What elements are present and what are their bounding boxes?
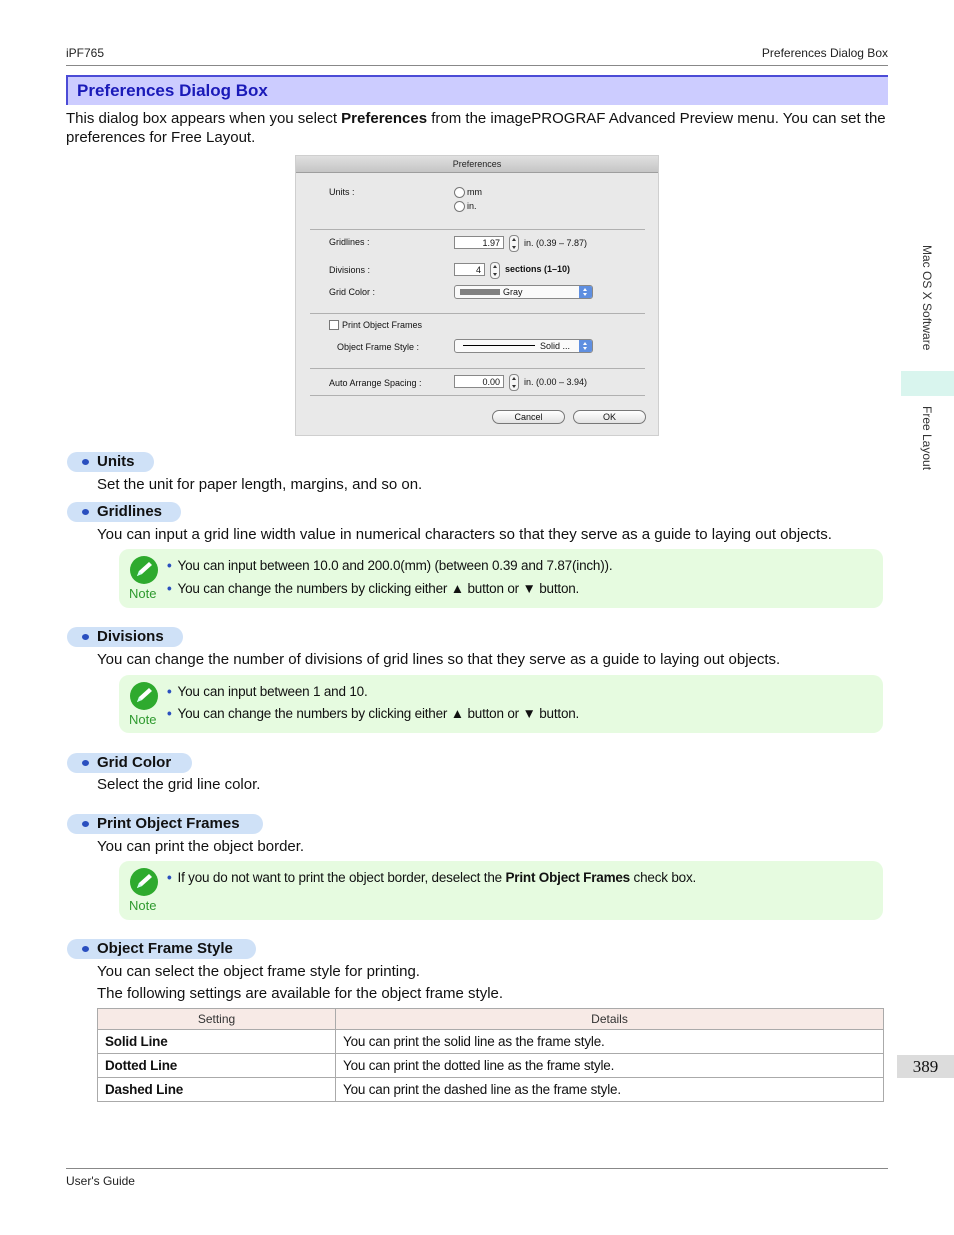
auto-arrange-stepper[interactable]: [509, 374, 519, 391]
note-label: Note: [129, 898, 157, 913]
section-heading-grid-color: [67, 753, 192, 773]
solid-line-sample: [463, 345, 535, 346]
frame-style-table: [97, 1008, 884, 1102]
bullet-icon: [82, 946, 89, 952]
table-header: Details: [336, 1009, 884, 1030]
auto-arrange-label: Auto Arrange Spacing :: [329, 378, 422, 388]
note-item-text: You can input between 10.0 and 200.0(mm) (between 0.39 and 7.87(inch)).: [177, 558, 613, 573]
table-row: [98, 1078, 884, 1102]
divisions-description: You can change the number of divisions of grid lines so that they serve as a guide to laying out objects.: [97, 651, 781, 668]
intro-bold: Preferences: [341, 110, 428, 127]
note-item-text: You can input between 1 and 10.: [177, 684, 368, 699]
page-title: Preferences Dialog Box: [77, 81, 268, 100]
note-item-bold: Print Object Frames: [505, 870, 630, 885]
table-row: [98, 1054, 884, 1078]
print-frames-checkbox[interactable]: [329, 320, 339, 330]
frame-style-label: Object Frame Style :: [337, 342, 420, 352]
divisions-range: sections (1–10): [505, 264, 571, 274]
divisions-label: Divisions :: [329, 265, 371, 275]
table-header-row: [98, 1009, 884, 1030]
frame-style-description-2: The following settings are available for the object frame style.: [97, 985, 504, 1002]
section-heading-units: [67, 452, 154, 472]
intro-paragraph: [66, 109, 888, 147]
gray-swatch: [460, 289, 500, 295]
note-box: [119, 675, 883, 733]
gridcolor-popup[interactable]: [454, 285, 593, 299]
table-cell-details: You can print the dotted line as the frame style.: [336, 1054, 884, 1078]
note-box: [119, 549, 883, 608]
side-tab-free-layout[interactable]: Free Layout: [920, 406, 934, 471]
section-heading-print-frames: [67, 814, 263, 834]
note-item-text: You can change the numbers by clicking either ▲ button or ▼ button.: [177, 581, 580, 596]
section-heading-divisions: [67, 627, 183, 647]
bullet-icon: [82, 509, 89, 515]
note-pencil-icon: [130, 682, 158, 710]
table-header: Setting: [98, 1009, 336, 1030]
section-heading-text: Grid Color: [97, 754, 172, 771]
table-cell-details: You can print the dashed line as the frame style.: [336, 1078, 884, 1102]
note-item: • If you do not want to print the object border, deselect the Print Object Frames check box.: [167, 870, 697, 885]
table-cell-setting: Dashed Line: [98, 1078, 336, 1102]
dialog-divider: [310, 313, 645, 314]
header-product: iPF765: [66, 46, 105, 60]
units-label: Units :: [329, 187, 355, 197]
table-cell-setting: Solid Line: [98, 1030, 336, 1054]
note-pencil-icon: [130, 868, 158, 896]
bullet-icon: [82, 634, 89, 640]
section-heading-text: Print Object Frames: [97, 815, 240, 832]
gridlines-range: in. (0.39 – 7.87): [524, 238, 588, 248]
footer-divider: [66, 1168, 888, 1169]
note-item: • You can change the numbers by clicking either ▲ button or ▼ button.: [167, 706, 580, 721]
note-item-text: check box.: [630, 870, 697, 885]
units-mm-radio[interactable]: [454, 187, 465, 198]
note-box: [119, 861, 883, 920]
note-label: Note: [129, 712, 157, 727]
bullet-icon: [82, 760, 89, 766]
divisions-field[interactable]: 4: [454, 263, 485, 276]
table-cell-details: You can print the solid line as the frame style.: [336, 1030, 884, 1054]
preferences-dialog-screenshot: [295, 155, 659, 436]
dialog-divider: [310, 229, 645, 230]
note-label: Note: [129, 586, 157, 601]
note-item-text: If you do not want to print the object border, deselect the: [177, 870, 506, 885]
cancel-button[interactable]: Cancel: [492, 410, 565, 424]
bullet-icon: [82, 459, 89, 465]
table-row: [98, 1030, 884, 1054]
dialog-divider: [310, 395, 645, 396]
grid-color-description: Select the grid line color.: [97, 776, 261, 793]
ok-button[interactable]: OK: [573, 410, 646, 424]
note-item: • You can change the numbers by clicking either ▲ button or ▼ button.: [167, 581, 580, 596]
frame-style-popup[interactable]: [454, 339, 593, 353]
section-heading-text: Divisions: [97, 628, 164, 645]
gridcolor-value: Gray: [503, 287, 523, 297]
units-description: Set the unit for paper length, margins, and so on.: [97, 476, 423, 493]
table-cell-setting: Dotted Line: [98, 1054, 336, 1078]
section-heading-gridlines: [67, 502, 181, 522]
note-pencil-icon: [130, 556, 158, 584]
popup-arrow-icon: [579, 340, 592, 352]
print-frames-label: Print Object Frames: [342, 320, 423, 330]
gridcolor-label: Grid Color :: [329, 287, 376, 297]
header-divider: [66, 65, 888, 66]
gridlines-description: You can input a grid line width value in numerical characters so that they serve as a guide to laying out objects.: [97, 526, 832, 543]
dialog-divider: [310, 368, 645, 369]
gridlines-field[interactable]: 1.97: [454, 236, 504, 249]
section-heading-text: Gridlines: [97, 503, 163, 520]
section-heading-text: Object Frame Style: [97, 940, 233, 957]
popup-arrow-icon: [579, 286, 592, 298]
frame-style-value: Solid ...: [540, 341, 571, 351]
footer-guide-name: User's Guide: [66, 1174, 135, 1188]
gridlines-stepper[interactable]: [509, 235, 519, 252]
divisions-stepper[interactable]: [490, 262, 500, 279]
auto-arrange-range: in. (0.00 – 3.94): [524, 377, 588, 387]
dialog-title: Preferences: [296, 156, 658, 173]
units-mm-label: mm: [467, 187, 482, 197]
print-frames-description: You can print the object border.: [97, 838, 305, 855]
bullet-icon: [82, 821, 89, 827]
note-item: • You can input between 10.0 and 200.0(mm) (between 0.39 and 7.87(inch)).: [167, 558, 613, 573]
section-heading-frame-style: [67, 939, 256, 959]
note-item-text: You can change the numbers by clicking either ▲ button or ▼ button.: [177, 706, 580, 721]
units-in-radio[interactable]: [454, 201, 465, 212]
frame-style-description-1: You can select the object frame style for printing.: [97, 963, 420, 980]
intro-text-1: This dialog box appears when you select: [66, 110, 342, 127]
side-tab-highlight: [901, 371, 954, 396]
units-in-label: in.: [467, 201, 477, 211]
gridlines-label: Gridlines :: [329, 237, 370, 247]
note-item: • You can input between 1 and 10.: [167, 684, 368, 699]
header-section-title: Preferences Dialog Box: [761, 46, 888, 60]
section-heading-text: Units: [97, 453, 135, 470]
page-title-bar: [66, 75, 888, 105]
page-number: 389: [897, 1055, 954, 1078]
side-tab-mac-os-x[interactable]: Mac OS X Software: [920, 245, 934, 351]
auto-arrange-field[interactable]: 0.00: [454, 375, 504, 388]
intro-text-2: from the imagePROGRAF Advanced Preview menu. You can set the preferences for Free Layout.: [66, 110, 886, 146]
